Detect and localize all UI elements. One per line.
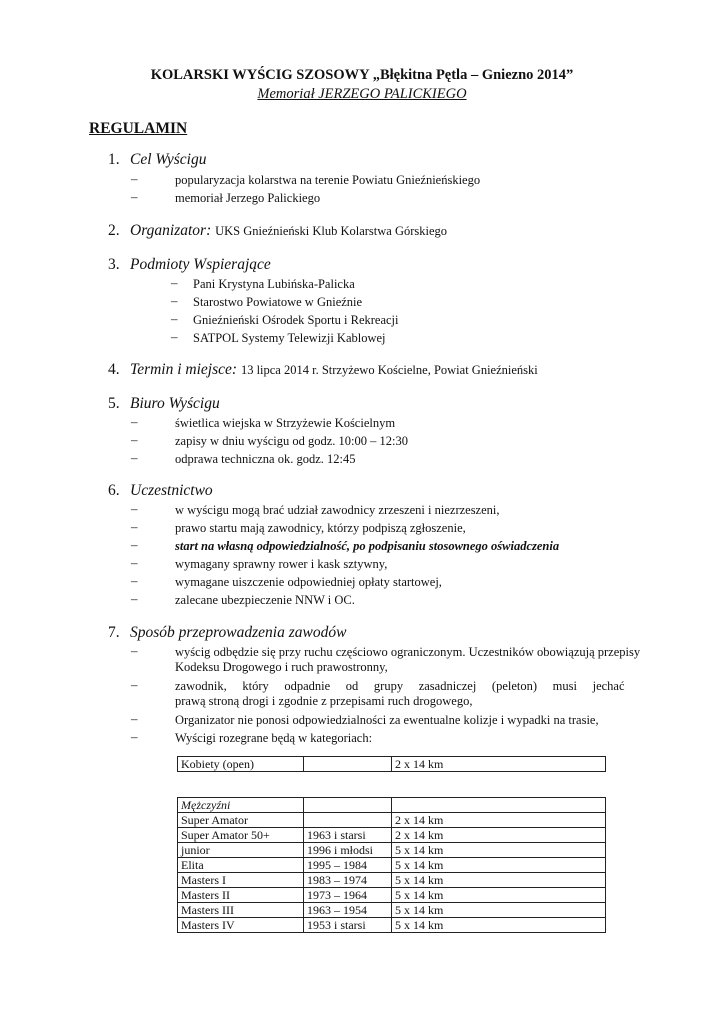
table-cell: Masters II bbox=[178, 888, 304, 903]
table-cell: Masters I bbox=[178, 873, 304, 888]
list-item: wyścig odbędzie się przy ruchu częściowo ograniczonym. Uczestników obowiązują przepisy bbox=[175, 645, 641, 659]
table-row bbox=[178, 918, 606, 933]
dash-bullet: – bbox=[171, 329, 178, 344]
section-number: 5. bbox=[108, 395, 120, 412]
dash-bullet: – bbox=[131, 591, 138, 606]
table-cell: 1973 – 1964 bbox=[304, 888, 392, 903]
table-cell: 1963 – 1954 bbox=[304, 903, 392, 918]
table-row bbox=[178, 828, 606, 843]
dash-bullet: – bbox=[131, 711, 138, 726]
table-row bbox=[178, 757, 606, 772]
table-cell bbox=[392, 798, 606, 813]
table-cell: 1995 – 1984 bbox=[304, 858, 392, 873]
section-title: Sposób przeprowadzenia zawodów bbox=[130, 624, 347, 641]
section-5-heading bbox=[108, 395, 220, 413]
table-cell bbox=[304, 813, 392, 828]
table-cell: 1983 – 1974 bbox=[304, 873, 392, 888]
table-cell: junior bbox=[178, 843, 304, 858]
dash-bullet: – bbox=[171, 293, 178, 308]
list-item-continuation: Kodeksu Drogowego i ruch prawostronny, bbox=[175, 660, 388, 674]
section-text: 13 lipca 2014 r. Strzyżewo Kościelne, Powiat Gnieźnieński bbox=[240, 363, 538, 377]
list-item: zapisy w dniu wyścigu od godz. 10:00 – 12:30 bbox=[175, 434, 408, 448]
dash-bullet: – bbox=[131, 171, 138, 186]
section-title: Uczestnictwo bbox=[130, 482, 213, 499]
table-cell: 1996 i młodsi bbox=[304, 843, 392, 858]
table-cell: Masters III bbox=[178, 903, 304, 918]
table-row bbox=[178, 843, 606, 858]
dash-bullet: – bbox=[131, 729, 138, 744]
section-3-heading bbox=[108, 256, 271, 274]
table-cell: 5 x 14 km bbox=[392, 918, 606, 933]
section-number: 6. bbox=[108, 482, 120, 499]
table-row bbox=[178, 813, 606, 828]
section-number: 1. bbox=[108, 151, 120, 168]
table-cell: 1963 i starsi bbox=[304, 828, 392, 843]
section-number: 2. bbox=[108, 222, 120, 239]
section-4-heading bbox=[108, 361, 538, 379]
dash-bullet: – bbox=[131, 519, 138, 534]
table-cell: 5 x 14 km bbox=[392, 858, 606, 873]
table-header-cell: Mężczyźni bbox=[178, 798, 304, 813]
list-item: Organizator nie ponosi odpowiedzialności za ewentualne kolizje i wypadki na trasie, bbox=[175, 713, 599, 727]
table-cell: Kobiety (open) bbox=[178, 757, 304, 772]
section-title: Termin i miejsce: bbox=[130, 361, 238, 378]
list-item: prawo startu mają zawodnicy, którzy podpiszą zgłoszenie, bbox=[175, 521, 466, 535]
list-item: memoriał Jerzego Palickiego bbox=[175, 191, 321, 205]
dash-bullet: – bbox=[131, 189, 138, 204]
list-item: zalecane ubezpieczenie NNW i OC. bbox=[175, 593, 355, 607]
list-item: popularyzacja kolarstwa na terenie Powiatu Gnieźnieńskiego bbox=[175, 173, 481, 187]
list-item-emphasis: start na własną odpowiedzialność, po podpisaniu stosownego oświadczenia bbox=[175, 539, 560, 553]
section-number: 4. bbox=[108, 361, 120, 378]
section-1-heading bbox=[108, 151, 207, 169]
dash-bullet: – bbox=[171, 275, 178, 290]
list-item: Pani Krystyna Lubińska-Palicka bbox=[193, 277, 355, 291]
table-row bbox=[178, 873, 606, 888]
list-item: w wyścigu mogą brać udział zawodnicy zrzeszeni i niezrzeszeni, bbox=[175, 503, 500, 517]
regulamin-heading: REGULAMIN bbox=[89, 120, 188, 137]
table-cell: 2 x 14 km bbox=[392, 757, 606, 772]
list-item: wymagany sprawny rower i kask sztywny, bbox=[175, 557, 388, 571]
dash-bullet: – bbox=[171, 311, 178, 326]
list-item-continuation: prawą stroną drogi i zgodnie z przepisami ruch drogowego, bbox=[175, 694, 473, 708]
section-number: 3. bbox=[108, 256, 120, 273]
dash-bullet: – bbox=[131, 450, 138, 465]
section-2-heading bbox=[108, 222, 447, 240]
dash-bullet: – bbox=[131, 555, 138, 570]
section-7-heading bbox=[108, 624, 346, 642]
list-item: Gnieźnieński Ośrodek Sportu i Rekreacji bbox=[193, 313, 399, 327]
table-cell: Elita bbox=[178, 858, 304, 873]
table-cell: Masters IV bbox=[178, 918, 304, 933]
section-6-heading bbox=[108, 482, 213, 500]
list-item: świetlica wiejska w Strzyżewie Kościelnym bbox=[175, 416, 396, 430]
list-item: Starostwo Powiatowe w Gnieźnie bbox=[193, 295, 363, 309]
men-category-table bbox=[177, 797, 606, 933]
table-cell: 5 x 14 km bbox=[392, 873, 606, 888]
dash-bullet: – bbox=[131, 537, 138, 552]
table-cell: 2 x 14 km bbox=[392, 828, 606, 843]
women-category-table bbox=[177, 756, 606, 772]
list-item: odprawa techniczna ok. godz. 12:45 bbox=[175, 452, 356, 466]
table-cell: 5 x 14 km bbox=[392, 888, 606, 903]
section-number: 7. bbox=[108, 624, 120, 641]
table-cell bbox=[304, 757, 392, 772]
table-cell: 5 x 14 km bbox=[392, 843, 606, 858]
dash-bullet: – bbox=[131, 677, 138, 692]
section-title: Cel Wyścigu bbox=[130, 151, 207, 168]
table-row bbox=[178, 903, 606, 918]
list-item: zawodnik, który odpadnie od grupy zasadniczej (peleton) musi jechać bbox=[175, 679, 625, 693]
list-item: Wyścigi rozegrane będą w kategoriach: bbox=[175, 731, 373, 745]
table-row bbox=[178, 858, 606, 873]
dash-bullet: – bbox=[131, 432, 138, 447]
section-title: Organizator: bbox=[130, 222, 212, 239]
table-cell: 5 x 14 km bbox=[392, 903, 606, 918]
section-text: UKS Gnieźnieński Klub Kolarstwa Górskiego bbox=[215, 224, 448, 238]
dash-bullet: – bbox=[131, 643, 138, 658]
table-header-row bbox=[178, 798, 606, 813]
table-cell: 1953 i starsi bbox=[304, 918, 392, 933]
dash-bullet: – bbox=[131, 501, 138, 516]
list-item: SATPOL Systemy Telewizji Kablowej bbox=[193, 331, 386, 345]
table-cell: 2 x 14 km bbox=[392, 813, 606, 828]
table-cell bbox=[304, 798, 392, 813]
section-title: Biuro Wyścigu bbox=[130, 395, 220, 412]
document-subtitle: Memoriał JERZEGO PALICKIEGO bbox=[257, 86, 467, 102]
dash-bullet: – bbox=[131, 573, 138, 588]
section-title: Podmioty Wspierające bbox=[130, 256, 271, 273]
document-title: KOLARSKI WYŚCIG SZOSOWY „Błękitna Pętla – Gniezno 2014” bbox=[150, 67, 574, 83]
table-cell: Super Amator bbox=[178, 813, 304, 828]
dash-bullet: – bbox=[131, 414, 138, 429]
table-cell: Super Amator 50+ bbox=[178, 828, 304, 843]
list-item: wymagane uiszczenie odpowiedniej opłaty startowej, bbox=[175, 575, 442, 589]
table-row bbox=[178, 888, 606, 903]
